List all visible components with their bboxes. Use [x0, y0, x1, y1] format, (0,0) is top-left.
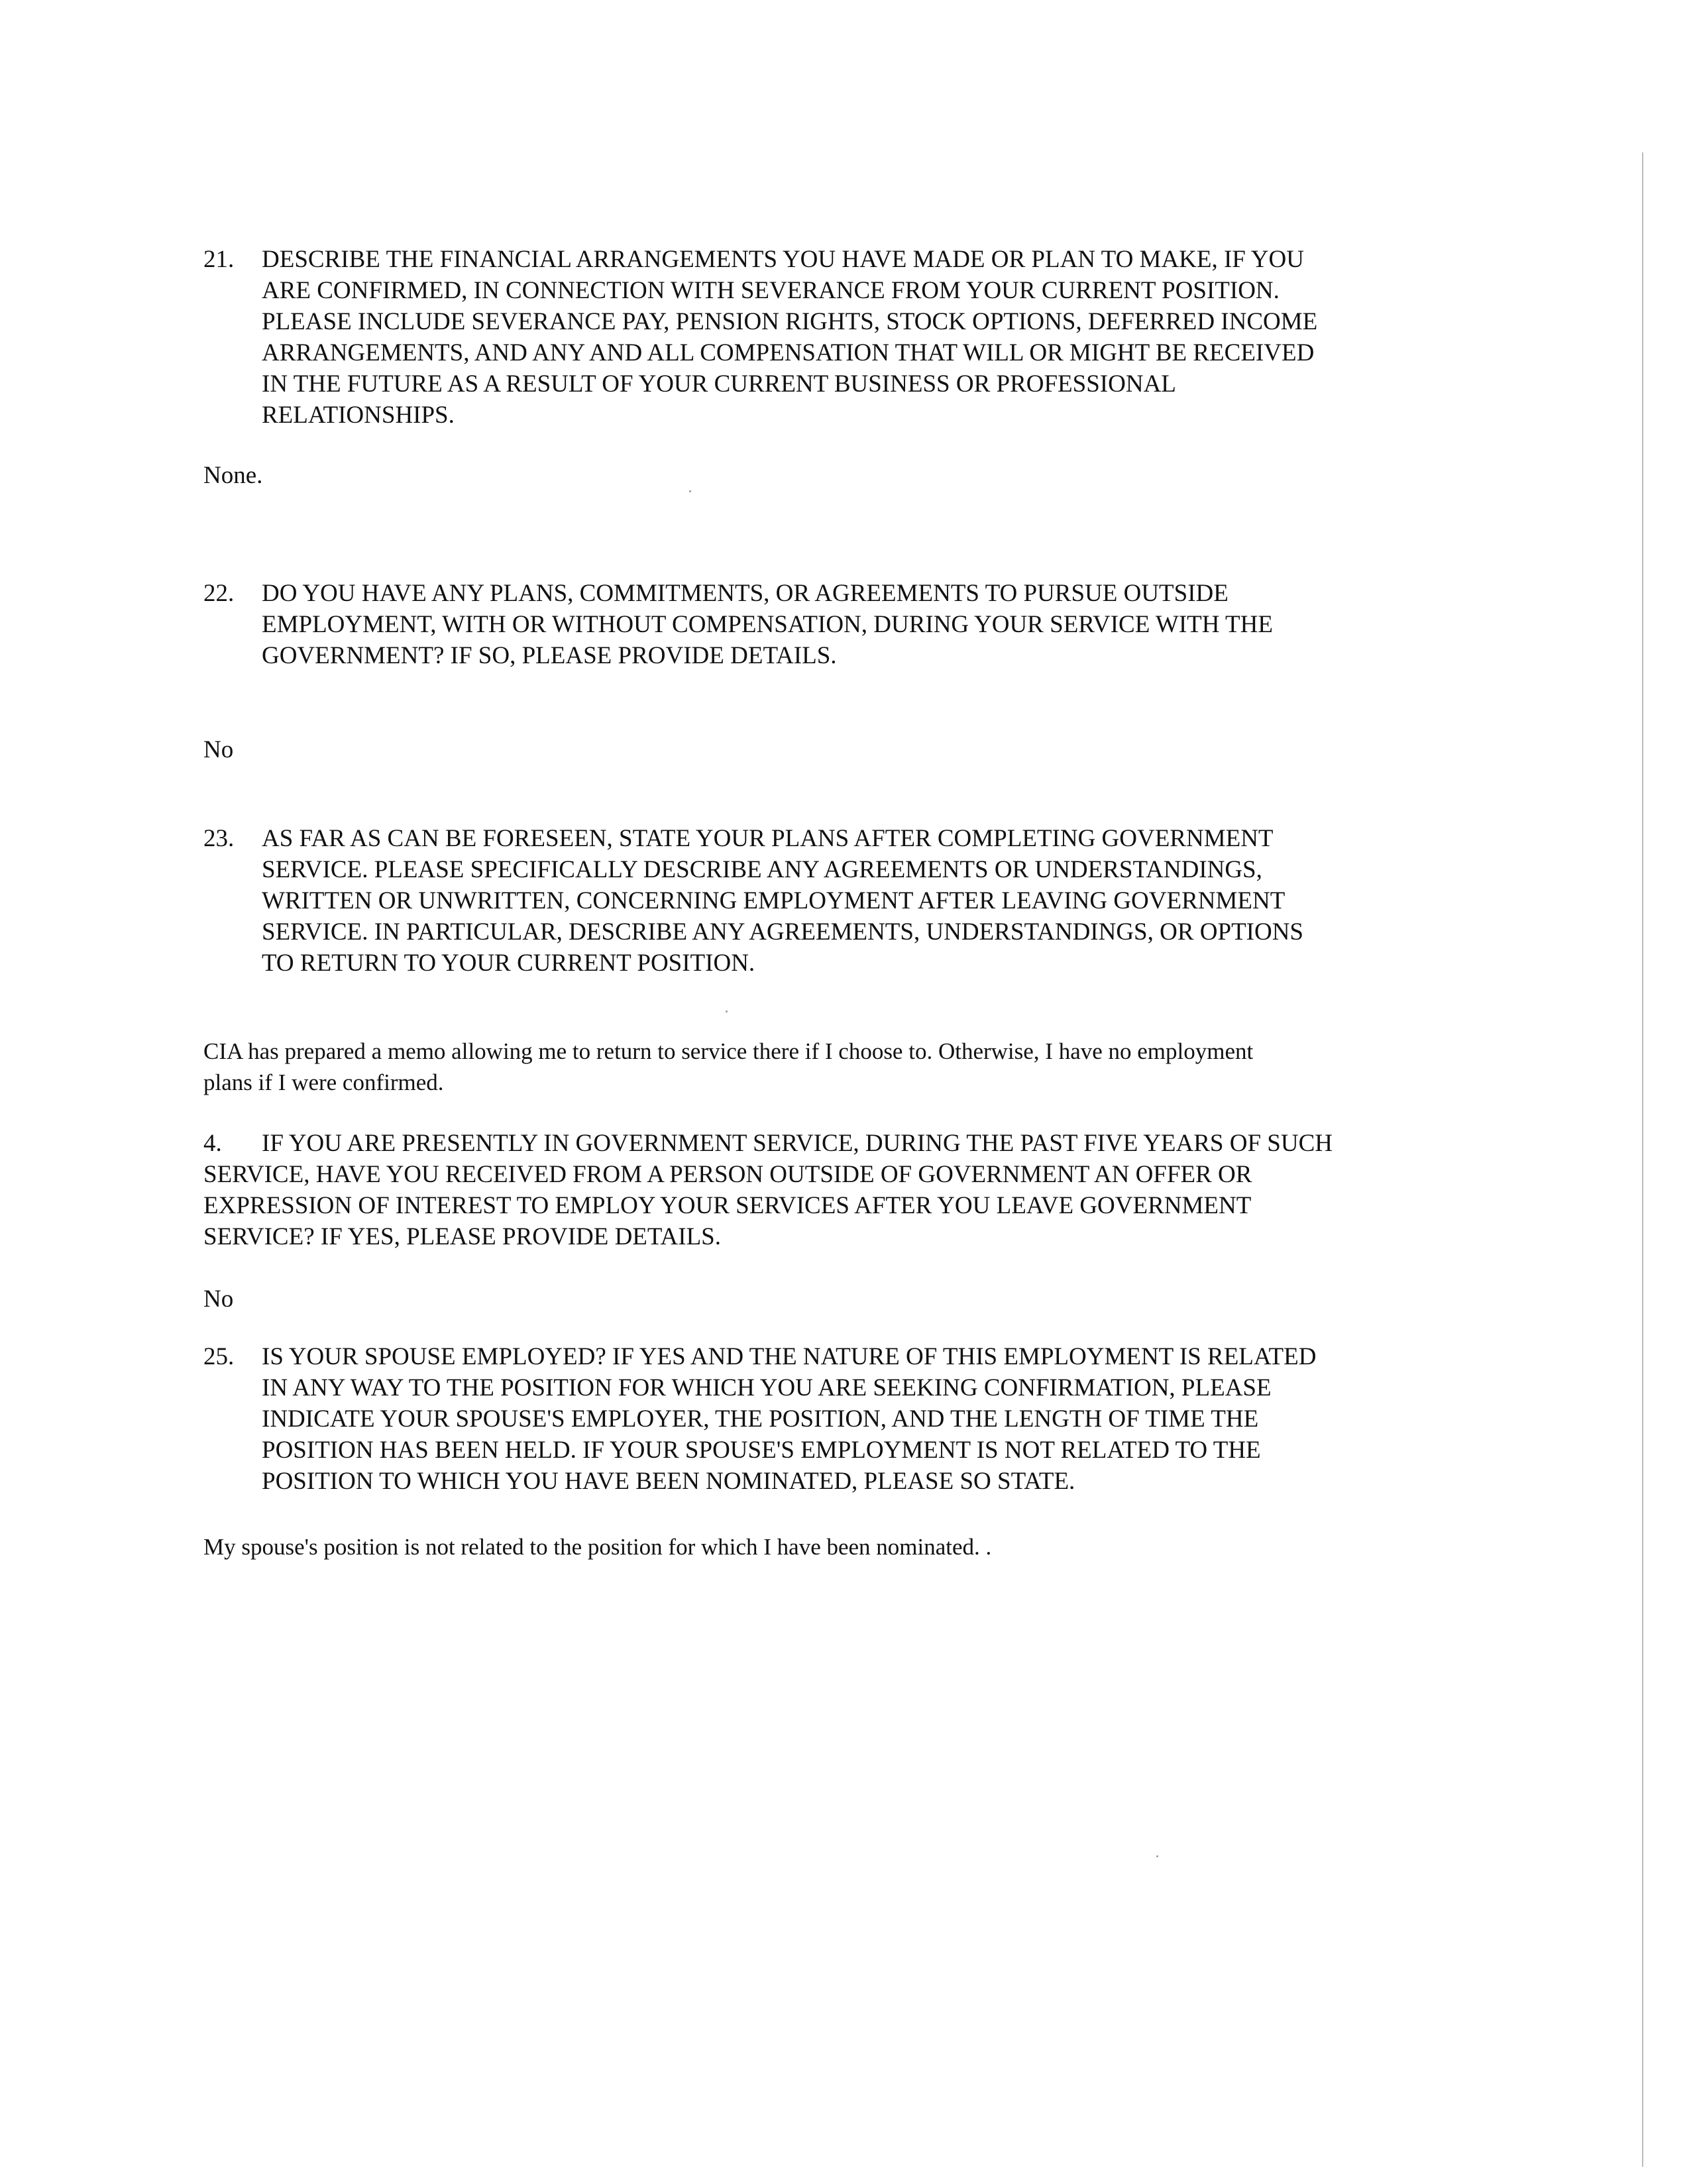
scan-speck — [726, 1010, 728, 1012]
question-line: SERVICE? IF YES, PLEASE PROVIDE DETAILS. — [203, 1223, 722, 1250]
question-line: EMPLOYMENT, WITH OR WITHOUT COMPENSATION, DURING YOUR SERVICE WITH THE — [262, 611, 1273, 638]
answer-line: No — [203, 736, 234, 763]
question-line: IN ANY WAY TO THE POSITION FOR WHICH YOU ARE SEEKING CONFIRMATION, PLEASE — [262, 1374, 1272, 1401]
question-line: POSITION TO WHICH YOU HAVE BEEN NOMINATED, PLEASE SO STATE. — [262, 1468, 1075, 1495]
scan-speck — [1156, 1855, 1158, 1857]
question-line: AS FAR AS CAN BE FORESEEN, STATE YOUR PLANS AFTER COMPLETING GOVERNMENT — [262, 825, 1274, 852]
answer-25 — [203, 1531, 991, 1562]
question-line: ARE CONFIRMED, IN CONNECTION WITH SEVERANCE FROM YOUR CURRENT POSITION. — [262, 277, 1280, 304]
answer-line: None. — [203, 462, 263, 489]
question-line: IF YOU ARE PRESENTLY IN GOVERNMENT SERVICE, DURING THE PAST FIVE YEARS OF SUCH — [262, 1130, 1333, 1157]
question-line: DO YOU HAVE ANY PLANS, COMMITMENTS, OR AGREEMENTS TO PURSUE OUTSIDE — [262, 580, 1229, 607]
question-line: SERVICE, HAVE YOU RECEIVED FROM A PERSON OUTSIDE OF GOVERNMENT AN OFFER OR — [203, 1161, 1252, 1188]
scan-edge-line — [1642, 152, 1643, 2167]
question-line: POSITION HAS BEEN HELD. IF YOUR SPOUSE'S EMPLOYMENT IS NOT RELATED TO THE — [262, 1437, 1261, 1464]
question-line: DESCRIBE THE FINANCIAL ARRANGEMENTS YOU HAVE MADE OR PLAN TO MAKE, IF YOU — [262, 246, 1304, 273]
answer-21 — [203, 460, 262, 491]
question-line-first — [203, 1128, 1333, 1159]
question-number: 23. — [203, 825, 235, 852]
question-line: GOVERNMENT? IF SO, PLEASE PROVIDE DETAILS. — [262, 642, 837, 669]
scan-speck — [689, 490, 691, 492]
question-line: INDICATE YOUR SPOUSE'S EMPLOYER, THE POSITION, AND THE LENGTH OF TIME THE — [262, 1405, 1259, 1433]
question-line: WRITTEN OR UNWRITTEN, CONCERNING EMPLOYMENT AFTER LEAVING GOVERNMENT — [262, 887, 1286, 914]
answer-22 — [203, 734, 233, 765]
question-number: 21. — [203, 246, 235, 273]
question-line: ARRANGEMENTS, AND ANY AND ALL COMPENSATION THAT WILL OR MIGHT BE RECEIVED — [262, 339, 1315, 366]
answer-23 — [203, 1036, 1253, 1098]
question-line: SERVICE. PLEASE SPECIFICALLY DESCRIBE ANY AGREEMENTS OR UNDERSTANDINGS, — [262, 856, 1262, 883]
answer-line: plans if I were confirmed. — [203, 1069, 444, 1095]
answer-line: No — [203, 1285, 234, 1313]
answer-line: My spouse's position is not related to the position for which I have been nominated. . — [203, 1534, 992, 1560]
question-24 — [203, 1128, 1333, 1252]
question-number: 25. — [203, 1343, 235, 1370]
question-number: 22. — [203, 580, 235, 607]
question-line: IN THE FUTURE AS A RESULT OF YOUR CURRENT BUSINESS OR PROFESSIONAL — [262, 370, 1176, 398]
question-line: EXPRESSION OF INTEREST TO EMPLOY YOUR SERVICES AFTER YOU LEAVE GOVERNMENT — [203, 1192, 1252, 1219]
question-number: 4. — [203, 1130, 222, 1157]
question-line: TO RETURN TO YOUR CURRENT POSITION. — [262, 950, 755, 977]
question-line: IS YOUR SPOUSE EMPLOYED? IF YES AND THE NATURE OF THIS EMPLOYMENT IS RELATED — [262, 1343, 1317, 1370]
question-line: RELATIONSHIPS. — [262, 402, 455, 429]
answer-line: CIA has prepared a memo allowing me to return to service there if I choose to. Otherwise, I have no employment — [203, 1038, 1254, 1064]
question-line: SERVICE. IN PARTICULAR, DESCRIBE ANY AGREEMENTS, UNDERSTANDINGS, OR OPTIONS — [262, 918, 1304, 946]
answer-24 — [203, 1283, 233, 1315]
question-line: PLEASE INCLUDE SEVERANCE PAY, PENSION RIGHTS, STOCK OPTIONS, DEFERRED INCOME — [262, 308, 1318, 335]
